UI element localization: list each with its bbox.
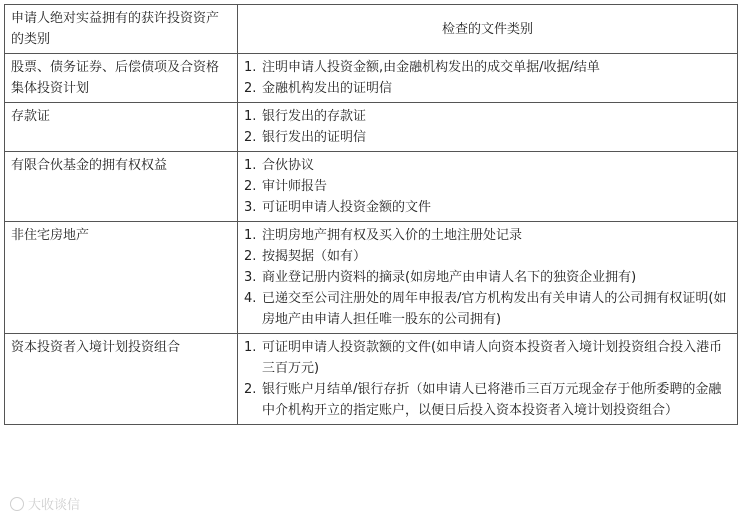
list-item: 2. 按揭契据（如有） [244, 249, 367, 264]
table-row [5, 103, 738, 152]
list-item: 4. 已递交至公司注册处的周年申报表/官方机构发出有关申请人的公司拥有权证明(如房地产由申请人担任唯一股东的公司拥有) [244, 291, 727, 327]
table-row [5, 152, 738, 222]
row-documents [238, 103, 738, 152]
row-category: 资本投资者入境计划投资组合 [5, 334, 238, 425]
row-category: 股票、债务证券、后偿债项及合资格集体投资计划 [5, 54, 238, 103]
list-item: 1. 合伙协议 [244, 158, 315, 173]
list-item: 3. 可证明申请人投资金额的文件 [244, 200, 432, 215]
list-item: 1. 银行发出的存款证 [244, 109, 367, 124]
row-documents [238, 222, 738, 334]
row-documents [238, 54, 738, 103]
header-document-type: 检查的文件类别 [238, 5, 738, 54]
row-category: 有限合伙基金的拥有权权益 [5, 152, 238, 222]
row-category: 非住宅房地产 [5, 222, 238, 334]
list-item: 1. 注明房地产拥有权及买入价的土地注册处记录 [244, 228, 523, 243]
table-row [5, 334, 738, 425]
table-header-row [5, 5, 738, 54]
list-item: 2. 审计师报告 [244, 179, 328, 194]
table-row [5, 222, 738, 334]
logo-icon [10, 497, 24, 511]
list-item: 3. 商业登记册内资料的摘录(如房地产由申请人名下的独资企业拥有) [244, 270, 637, 285]
list-item: 2. 银行账户月结单/银行存折（如申请人已将港币三百万元现金存于他所委聘的金融中介机构开立的指定账户，以便日后投入资本投资者入境计划投资组合） [244, 382, 722, 418]
list-item: 1. 注明申请人投资金额,由金融机构发出的成交单据/收据/结单 [244, 60, 600, 75]
row-documents [238, 152, 738, 222]
table-row [5, 54, 738, 103]
watermark [10, 494, 80, 513]
list-item: 2. 金融机构发出的证明信 [244, 81, 393, 96]
list-item: 2. 银行发出的证明信 [244, 130, 367, 145]
document-table [4, 4, 738, 425]
watermark-text: 大收谈信 [28, 498, 81, 513]
header-asset-category: 申请人绝对实益拥有的获许投资资产的类别 [5, 5, 238, 54]
row-category: 存款证 [5, 103, 238, 152]
list-item: 1. 可证明申请人投资款额的文件(如申请人向资本投资者入境计划投资组合投入港币三百万元) [244, 340, 723, 376]
row-documents [238, 334, 738, 425]
